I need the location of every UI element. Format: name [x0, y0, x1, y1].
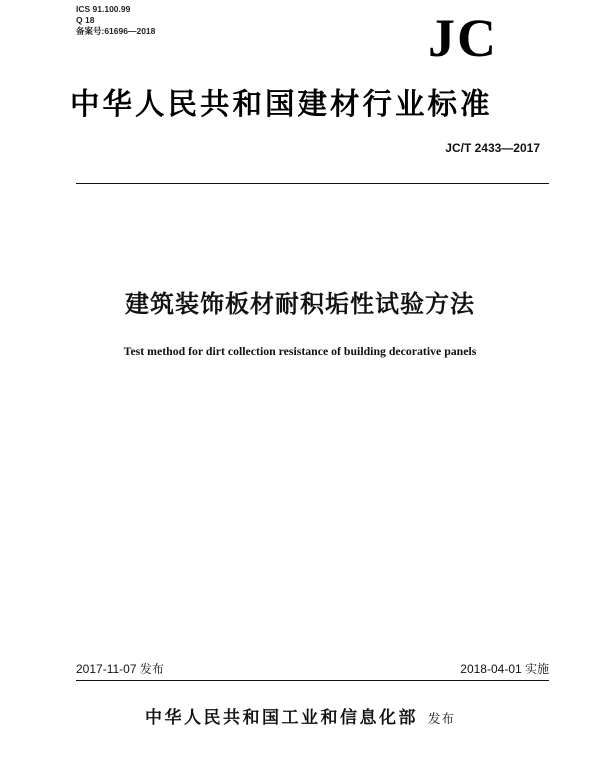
- category-code: Q 18: [76, 15, 95, 25]
- industry-standard-title: 中华人民共和国建材行业标准: [70, 86, 493, 121]
- issuer-line: [0, 706, 600, 731]
- implementation-date: 2018-04-01 实施: [460, 662, 549, 676]
- ics-code: ICS 91.100.99: [76, 4, 131, 14]
- record-number: 备案号:61696—2018: [76, 26, 156, 36]
- issuer-name: 中华人民共和国工业和信息化部: [144, 708, 418, 728]
- issuer-suffix: 发布: [427, 711, 455, 726]
- jc-logo: JC: [428, 8, 498, 68]
- issue-date: 2017-11-07 发布: [76, 662, 164, 676]
- bottom-divider: [76, 680, 549, 681]
- standard-number: JC/T 2433—2017: [445, 141, 540, 155]
- classification-block: [76, 4, 155, 37]
- top-divider: [76, 183, 549, 184]
- english-title: Test method for dirt collection resistance of building decorative panels: [123, 344, 477, 358]
- chinese-title: 建筑装饰板材耐积垢性试验方法: [125, 290, 475, 318]
